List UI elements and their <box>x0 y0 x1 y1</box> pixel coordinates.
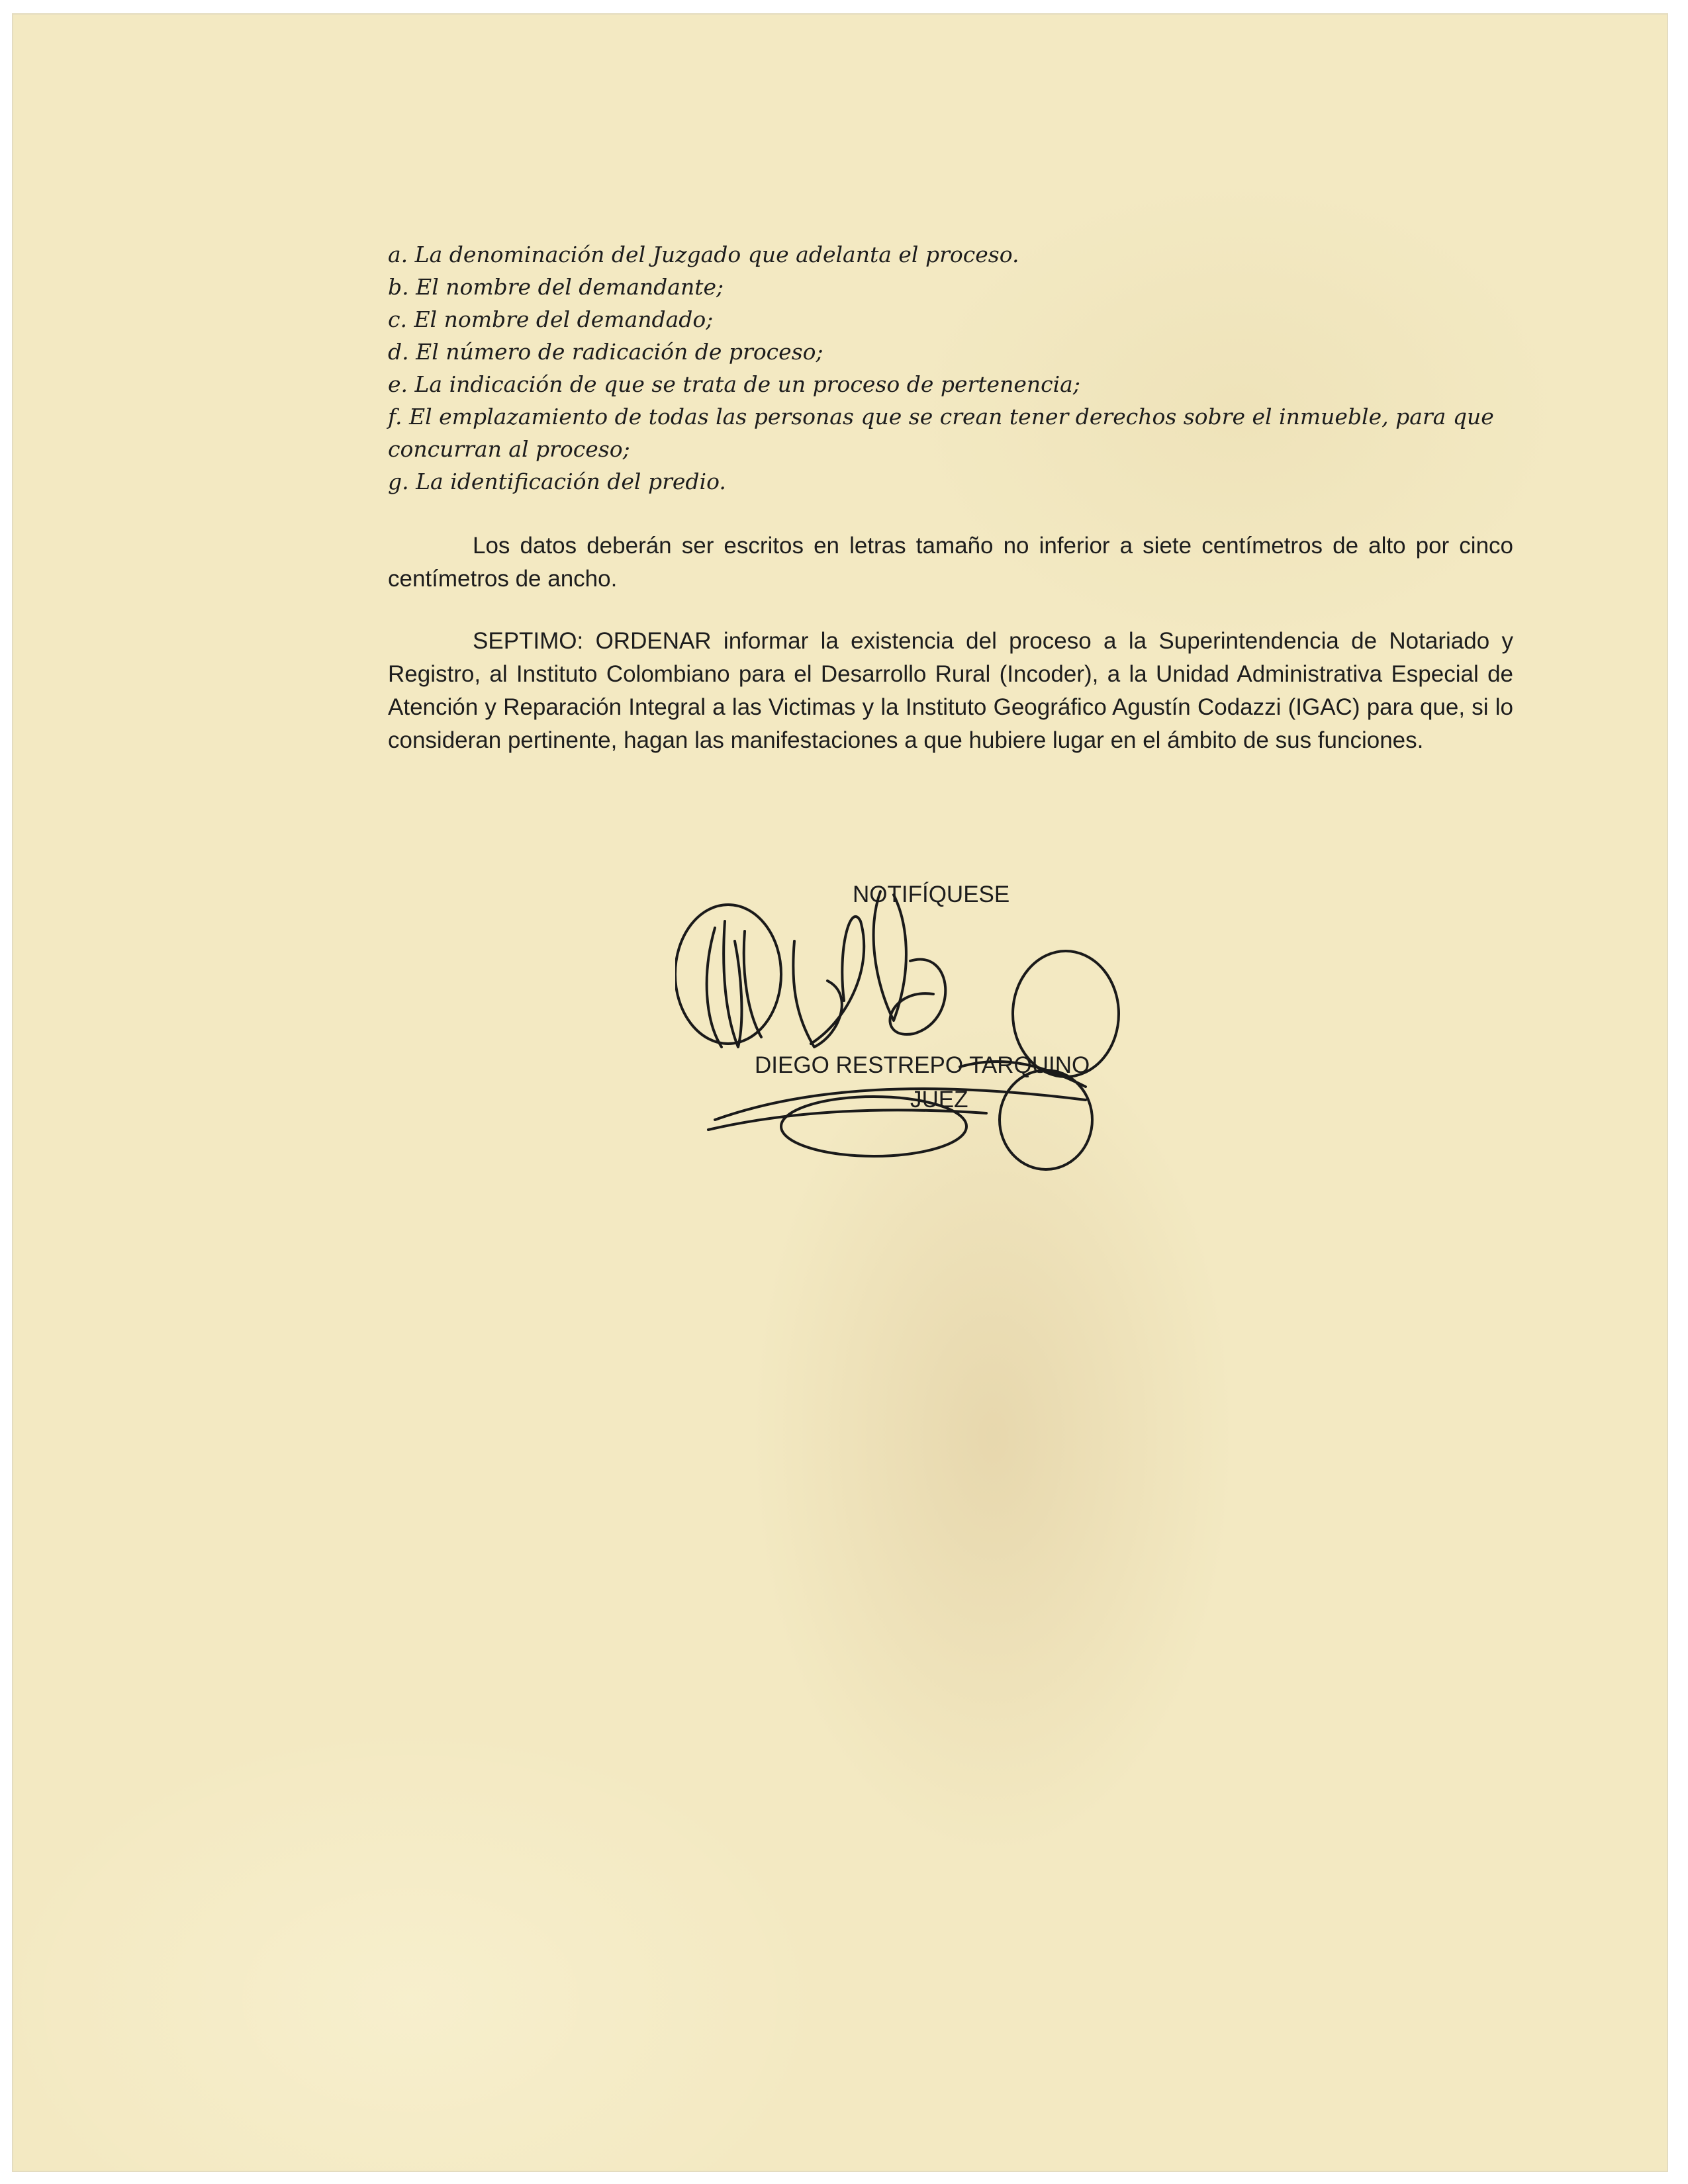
signer-title: JUEZ <box>910 1087 968 1113</box>
list-item: d. El número de radicación de proceso; <box>388 339 823 365</box>
document-body <box>388 238 1513 757</box>
paragraph-septimo: SEPTIMO: ORDENAR informar la existencia del proceso a la Superintendencia de Notariado y Registro, al Instituto Colombiano para el Desarrollo Rural (Incoder), a la Unidad Administrativa Especial de Atención y Reparación Integral a las Victimas y la Instituto Geográfico Agustín Codazzi (IGAC) para que, si lo consideran pertinente, hagan las manifestaciones a que hubiere lugar en el ámbito de sus funciones. <box>388 628 1513 753</box>
handwritten-signature <box>675 868 1192 1173</box>
list-item: a. La denominación del Juzgado que adelanta el proceso. <box>388 242 1019 267</box>
signature-block <box>675 868 1192 1173</box>
list-item: g. La identificación del predio. <box>388 469 726 494</box>
closing-notifiquese: NOTIFÍQUESE <box>853 882 1010 907</box>
list-item: b. El nombre del demandante; <box>388 274 724 300</box>
list-item: f. El emplazamiento de todas las personas que se crean tener derechos sobre el inmueble, para que concurran al proceso; <box>388 404 1494 462</box>
document-page <box>13 15 1667 2171</box>
paragraph-data-size: Los datos deberán ser escritos en letras tamaño no inferior a siete centímetros de alto por cinco centímetros de ancho. <box>388 533 1513 592</box>
signer-name: DIEGO RESTREPO TARQUINO <box>755 1052 1090 1078</box>
list-item: c. El nombre del demandado; <box>388 306 714 332</box>
list-item: e. La indicación de que se trata de un proceso de pertenencia; <box>388 371 1080 397</box>
requirements-list <box>388 238 1513 498</box>
